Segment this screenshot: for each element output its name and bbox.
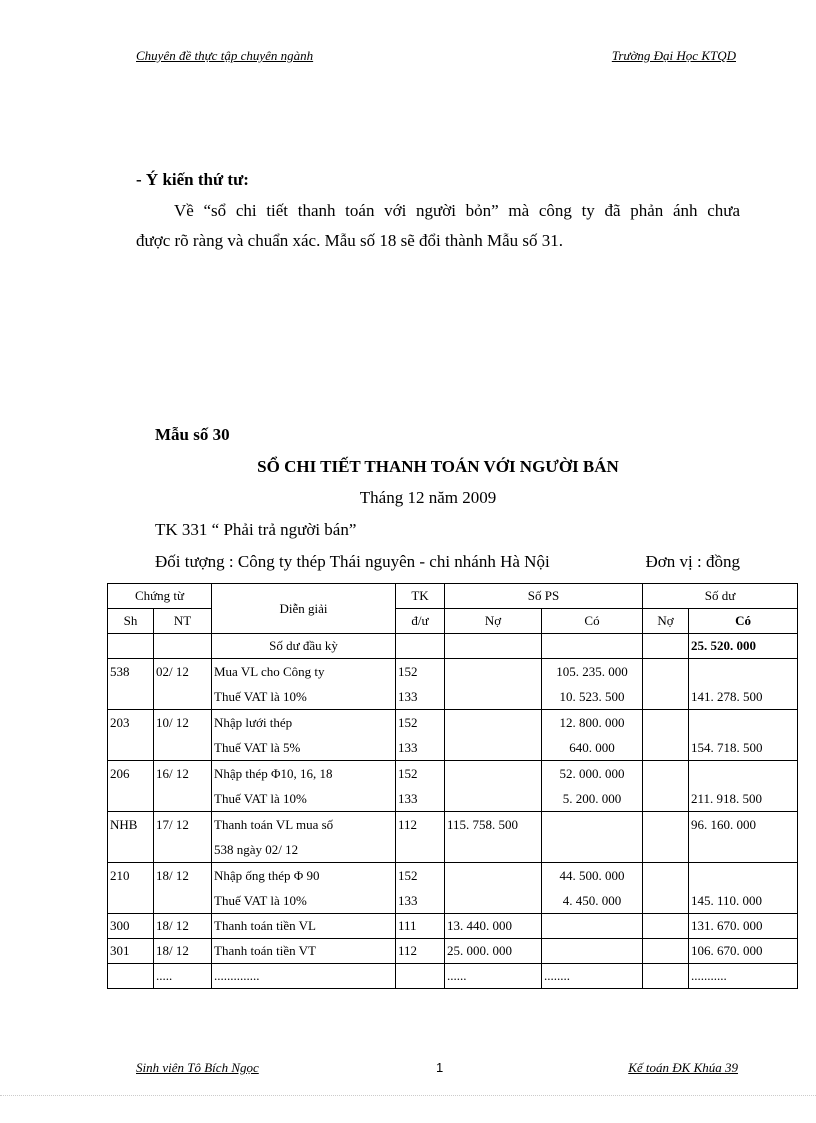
cell-no-line2 [447, 888, 539, 913]
cell-diengiai-line2: Thuế VAT là 5% [214, 740, 301, 755]
cell-co [542, 710, 643, 761]
cell-du-co: 131. 670. 000 [689, 914, 798, 939]
form-month: Tháng 12 năm 2009 [359, 488, 497, 507]
cell-co-line2 [544, 837, 640, 862]
footer-page-number: 1 [436, 1060, 444, 1075]
cell-no: 13. 440. 000 [445, 914, 542, 939]
cell-du-co [689, 710, 798, 761]
cell-diengiai-line2: Thuế VAT là 10% [214, 893, 307, 908]
cell-nt: 18/ 12 [154, 914, 212, 939]
cell-tk-line1: 152 [398, 766, 418, 781]
cell-tk-line2: 133 [398, 740, 418, 755]
cell-du-co-value: 141. 278. 500 [691, 689, 763, 704]
cell-nt: 18/ 12 [154, 939, 212, 964]
cell-co [542, 863, 643, 914]
header-sh: Sh [108, 609, 154, 634]
cell-diengiai-line1: Thanh toán VL mua số [214, 817, 334, 832]
cell-co-line2: 10. 523. 500 [559, 689, 625, 704]
cell-du-no [643, 863, 689, 914]
footer-left: Sinh viên Tô Bích Ngọc [136, 1060, 259, 1075]
cell-co-line1: 105. 235. 000 [556, 664, 628, 679]
table-row [108, 710, 798, 761]
cell-tk-line2: 133 [398, 689, 418, 704]
cell-diengiai [212, 863, 396, 914]
cell-du-co-value: 211. 918. 500 [691, 791, 763, 806]
table-row [108, 863, 798, 914]
cell-tk [396, 812, 445, 863]
table-row [108, 914, 798, 939]
paragraph-line-1: Về “sổ chi tiết thanh toán với người bỏn” mà công ty đã phản ánh chưa [174, 201, 740, 220]
cell-sh: 206 [108, 761, 154, 812]
cell-tk-line2: 133 [398, 791, 418, 806]
cell-diengiai-line1: Nhập lưới thép [214, 715, 293, 730]
cell-diengiai [212, 761, 396, 812]
cell-tk [396, 863, 445, 914]
cell-sh: 301 [108, 939, 154, 964]
cell-no-line2 [447, 684, 539, 709]
header-diengiai: Diễn giải [212, 584, 396, 634]
table-header-row-2 [108, 609, 798, 634]
header-no: Nợ [445, 609, 542, 634]
cell-co-line2: 640. 000 [569, 740, 615, 755]
cell-co [542, 914, 643, 939]
cell-co [542, 939, 643, 964]
cell-co-line1 [544, 812, 640, 837]
cell-nt: 10/ 12 [154, 710, 212, 761]
cell-co [542, 812, 643, 863]
form-label: Mẫu số 30 [155, 425, 230, 444]
cell-du-co [689, 761, 798, 812]
section-title: - Ý kiến thứ tư: [136, 170, 249, 189]
cell-tk-line2: 133 [398, 893, 418, 908]
cell-du-no [643, 761, 689, 812]
cell-tk [396, 761, 445, 812]
header-sodu: Số dư [643, 584, 798, 609]
cell-nt: 02/ 12 [154, 659, 212, 710]
cell-diengiai-line1: Nhập thép Φ10, 16, 18 [214, 766, 333, 781]
header-sops: Số PS [445, 584, 643, 609]
table-row-dots [108, 964, 798, 989]
cell-co-line1: 12. 800. 000 [559, 715, 625, 730]
cell-du-no [643, 659, 689, 710]
cell-diengiai-line2: Thuế VAT là 10% [214, 689, 307, 704]
cell-no-line2 [447, 837, 539, 862]
cell-sh: 203 [108, 710, 154, 761]
cell-no-line1 [447, 659, 539, 684]
dots-no: ...... [445, 964, 542, 989]
cell-tk-line1: 152 [398, 715, 418, 730]
cell-no-line1: 115. 758. 500 [447, 817, 519, 832]
cell-nt: 16/ 12 [154, 761, 212, 812]
cell-tk [396, 710, 445, 761]
header-nt: NT [154, 609, 212, 634]
header-tk: TK [396, 584, 445, 609]
cell-no [445, 710, 542, 761]
table-row [108, 939, 798, 964]
cell-diengiai-line2: Thuế VAT là 10% [214, 791, 307, 806]
cell-diengiai [212, 710, 396, 761]
form-unit: Đơn vị : đồng [645, 552, 740, 571]
dots-nt: ..... [154, 964, 212, 989]
cell-no-line1 [447, 863, 539, 888]
cell-co [542, 659, 643, 710]
cell-co-line1: 52. 000. 000 [559, 766, 625, 781]
header-du-no: Nợ [643, 609, 689, 634]
cell-co [542, 761, 643, 812]
paragraph-line-2: được rõ ràng và chuẩn xác. Mẫu số 18 sẽ đổi thành Mẫu số 31. [136, 231, 564, 250]
cell-no-line1 [447, 761, 539, 786]
cell-diengiai [212, 812, 396, 863]
dots-co: ........ [542, 964, 643, 989]
table-row [108, 659, 798, 710]
cell-co-line2: 4. 450. 000 [562, 893, 622, 908]
cell-du-co [689, 863, 798, 914]
header-left: Chuyên đề thực tập chuyên ngành [136, 48, 314, 63]
form-account: TK 331 “ Phải trả người bán” [155, 520, 357, 539]
cell-nt: 18/ 12 [154, 863, 212, 914]
cell-tk-line1: 152 [398, 664, 418, 679]
cell-du-no [643, 710, 689, 761]
header-chungtu: Chứng từ [108, 584, 212, 609]
header-du-co: Có [689, 609, 798, 634]
cell-no [445, 812, 542, 863]
header-co: Có [542, 609, 643, 634]
cell-diengiai [212, 659, 396, 710]
cell-du-no [643, 812, 689, 863]
ledger-table [107, 583, 798, 989]
cell-no [445, 659, 542, 710]
cell-no: 25. 000. 000 [445, 939, 542, 964]
cell-du-no [643, 914, 689, 939]
header-right: Trường Đại Học KTQD [611, 48, 736, 63]
footer-right: Kế toán ĐK Khúa 39 [628, 1060, 738, 1075]
cell-du-co-value: 145. 110. 000 [691, 893, 763, 908]
cell-du-co-value: 96. 160. 000 [691, 817, 757, 832]
cell-no-line1 [447, 710, 539, 735]
cell-du-co: 106. 670. 000 [689, 939, 798, 964]
form-title: SỔ CHI TIẾT THANH TOÁN VỚI NGƯỜI BÁN [257, 457, 619, 476]
cell-tk-line2 [398, 837, 442, 862]
cell-sh: 538 [108, 659, 154, 710]
page-bottom-divider [0, 1095, 816, 1096]
dots-du-co: ........... [689, 964, 798, 989]
cell-sh: NHB [108, 812, 154, 863]
cell-nt: 17/ 12 [154, 812, 212, 863]
cell-tk-line1: 112 [398, 817, 418, 832]
cell-du-co [689, 659, 798, 710]
table-row [108, 812, 798, 863]
table-header-row-1 [108, 584, 798, 609]
dots-diengiai: .............. [212, 964, 396, 989]
header-tk-du: đ/ư [396, 609, 445, 634]
cell-du-co-value: 154. 718. 500 [691, 740, 763, 755]
cell-diengiai-line2: 538 ngày 02/ 12 [214, 842, 299, 857]
table-row-opening [108, 634, 798, 659]
cell-no [445, 863, 542, 914]
cell-diengiai-line1: Nhập ống thép Φ 90 [214, 868, 320, 883]
table-row [108, 761, 798, 812]
cell-co-line1: 44. 500. 000 [559, 868, 625, 883]
section-paragraph [136, 196, 740, 256]
cell-sh: 210 [108, 863, 154, 914]
cell-diengiai: Thanh toán tiền VT [212, 939, 396, 964]
cell-no-line2 [447, 786, 539, 811]
form-object-line [155, 547, 740, 577]
opening-value: 25. 520. 000 [689, 634, 798, 659]
cell-diengiai-line1: Mua VL cho Công ty [214, 664, 325, 679]
cell-du-co [689, 812, 798, 863]
opening-label: Số dư đầu kỳ [212, 634, 396, 659]
cell-no [445, 761, 542, 812]
form-object: Đối tượng : Công ty thép Thái nguyên - chi nhánh Hà Nội [155, 552, 550, 571]
cell-sh: 300 [108, 914, 154, 939]
cell-tk: 111 [396, 914, 445, 939]
cell-diengiai: Thanh toán tiền VL [212, 914, 396, 939]
cell-no-line2 [447, 735, 539, 760]
cell-tk [396, 659, 445, 710]
cell-co-line2: 5. 200. 000 [562, 791, 622, 806]
cell-tk-line1: 152 [398, 868, 418, 883]
cell-du-no [643, 939, 689, 964]
cell-tk: 112 [396, 939, 445, 964]
